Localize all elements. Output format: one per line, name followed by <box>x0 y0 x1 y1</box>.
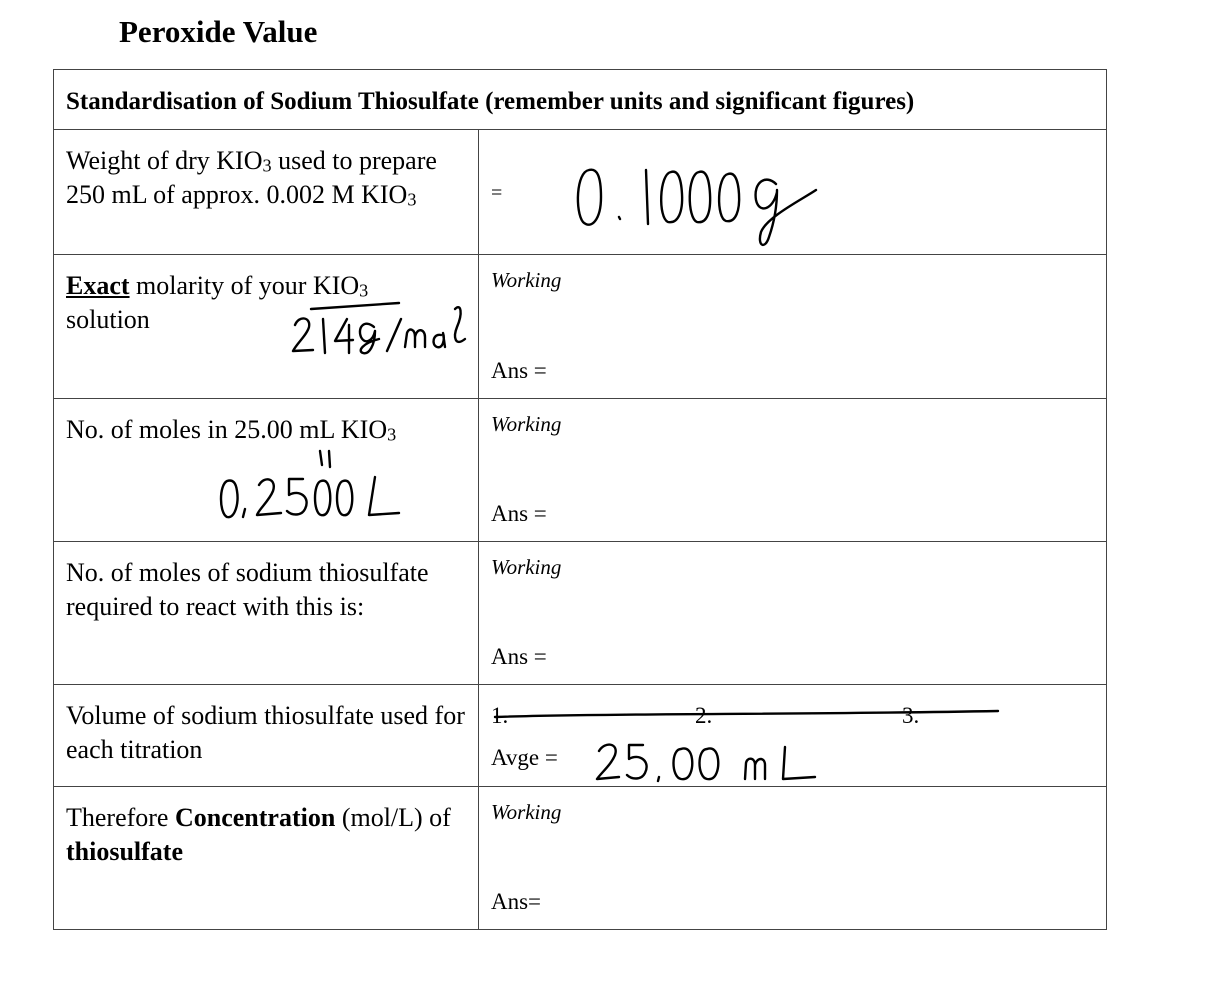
working-label: Working <box>491 268 562 292</box>
row-label: Therefore Concentration (mol/L) of thiosulfate <box>54 787 479 930</box>
row-label: Weight of dry $KIO_3$ used to prepare 250 mL of approx. 0.002 M $KIO_3$ <box>54 130 479 255</box>
working-label: Working <box>491 555 562 579</box>
page-title: Peroxide Value <box>119 14 318 49</box>
table-row <box>54 542 1107 685</box>
row-label: No. of moles in 25.00 mL $KIO_3$ <box>54 399 479 542</box>
trial-3-label: 3. <box>902 703 920 728</box>
working-label: Working <box>491 800 562 824</box>
table-row <box>54 399 1107 542</box>
working-label: Working <box>491 412 562 436</box>
strikethrough-line <box>493 703 1003 723</box>
average-label: Avge = <box>491 745 558 770</box>
ans-label: Ans = <box>491 644 547 670</box>
row-label: Exact molarity of your $KIO_3$ solution <box>54 255 479 399</box>
table-row <box>54 130 1107 255</box>
row-label: No. of moles of sodium thiosulfate required to react with this is: <box>54 542 479 685</box>
answer-cell[interactable] <box>479 685 1107 787</box>
answer-cell[interactable] <box>479 542 1107 685</box>
handwritten-volume <box>219 447 419 527</box>
equals-sign: = <box>491 182 503 204</box>
handwritten-average-volume <box>595 741 835 787</box>
ans-label: Ans = <box>491 501 547 527</box>
table-header: Standardisation of Sodium Thiosulfate (remember units and significant figures) <box>54 70 1107 130</box>
answer-cell[interactable] <box>479 399 1107 542</box>
standardisation-table <box>53 69 1107 930</box>
answer-cell[interactable] <box>479 787 1107 930</box>
answer-cell[interactable] <box>479 255 1107 399</box>
ans-label: Ans = <box>491 358 547 384</box>
handwritten-weight <box>571 162 851 262</box>
table-row <box>54 255 1107 399</box>
row-label: Volume of sodium thiosulfate used for each titration <box>54 685 479 787</box>
answer-cell[interactable] <box>479 130 1107 255</box>
trial-1-label: 1. <box>491 703 509 728</box>
table-row <box>54 787 1107 930</box>
handwritten-molar-mass <box>289 295 479 365</box>
table-row <box>54 685 1107 787</box>
trial-2-label: 2. <box>695 703 713 728</box>
ans-label: Ans= <box>491 889 542 915</box>
